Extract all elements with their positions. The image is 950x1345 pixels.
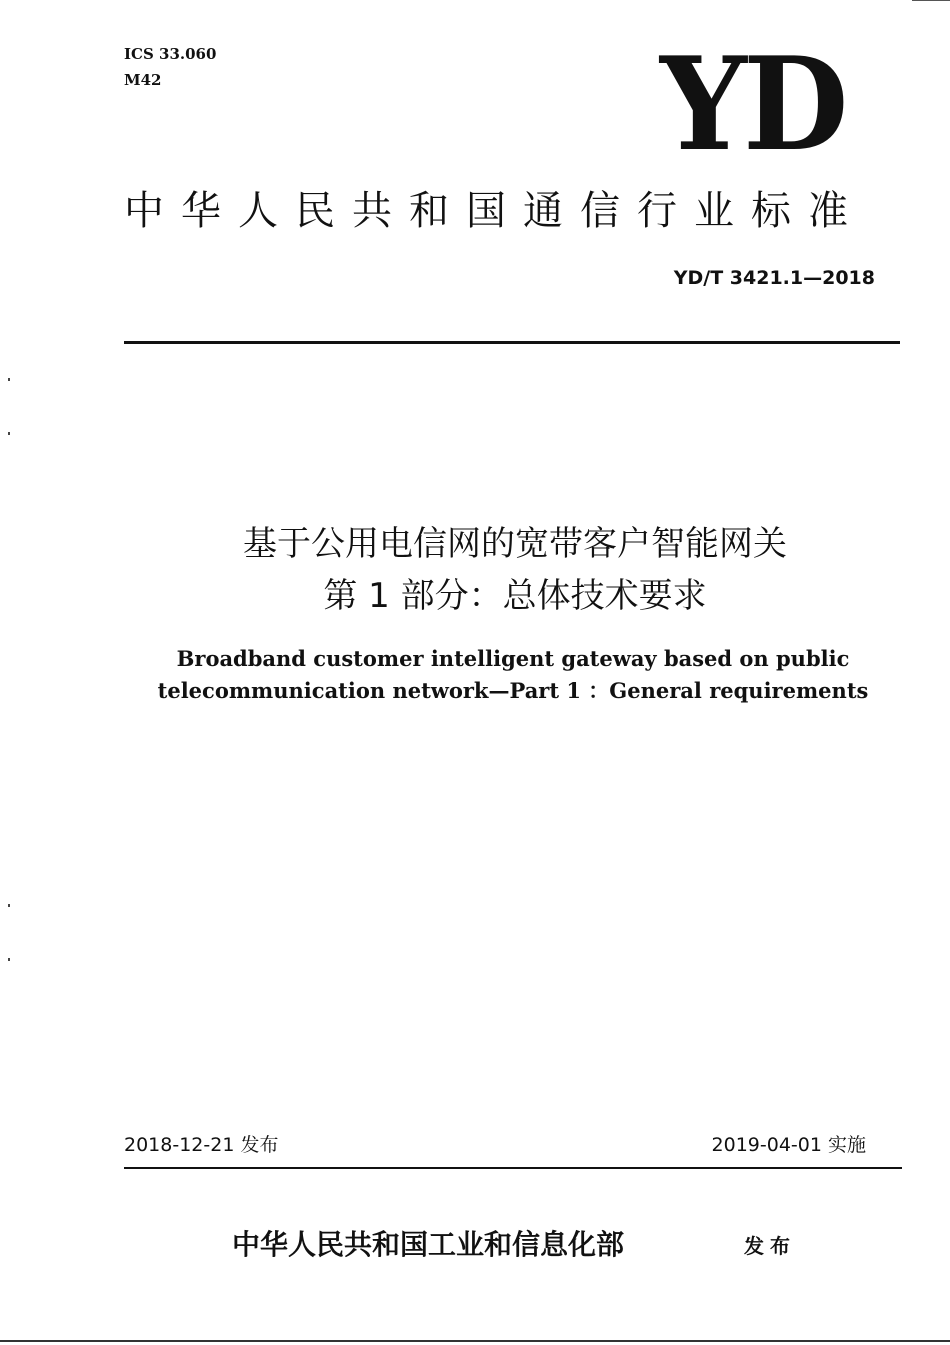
issue-date: 2018-12-21 发布 [124,1134,279,1156]
standard-type: 中华人民共和国通信行业标准 [124,188,865,234]
ics-code: ICS 33.060 [124,45,217,63]
scan-mark [8,432,10,435]
publisher-name: 中华人民共和国工业和信息化部 [232,1228,625,1261]
publish-label: 发布 [744,1234,796,1258]
implementation-date: 2019-04-01 实施 [711,1134,866,1156]
page-edge-line [0,1340,950,1342]
top-rule [124,341,900,344]
scan-mark [8,378,10,381]
title-english-line1: Broadband customer intelligent gateway based on public [176,646,850,671]
bottom-rule [124,1167,902,1169]
yd-logo: YD [660,30,845,180]
title-chinese-line1: 基于公用电信网的宽带客户智能网关 [243,524,787,564]
scan-mark [8,958,10,961]
corner-mark [912,0,950,1]
scan-mark [8,904,10,907]
title-english-line2: telecommunication network—Part 1 ：General requirements [157,678,869,703]
title-chinese-line2: 第 1 部分：总体技术要求 [323,576,707,616]
standard-number: YD/T 3421.1—2018 [673,267,875,289]
classification-code: M42 [124,71,162,89]
